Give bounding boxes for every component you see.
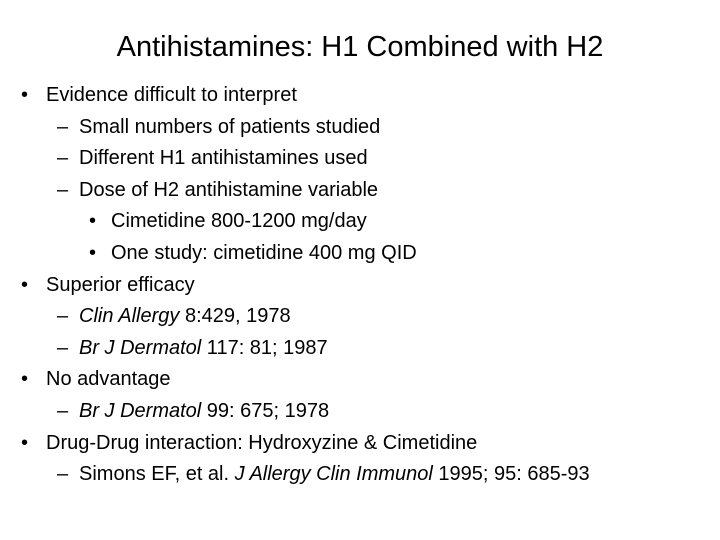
citation-authors: Simons EF, et al. [79, 463, 235, 486]
bullet-marker: • [89, 241, 97, 264]
dash-marker: – [57, 399, 69, 422]
bullet-marker: • [21, 273, 29, 296]
citation-item [0, 396, 720, 428]
bullet-marker: • [21, 431, 29, 454]
dash-marker: – [57, 178, 69, 201]
citation-detail: 99: 675; 1978 [201, 399, 330, 422]
citation-detail: 1995; 95: 685-93 [432, 463, 590, 486]
sub-sub-bullet-text: One study: cimetidine 400 mg QID [111, 241, 417, 264]
dash-marker: – [57, 305, 69, 328]
journal-name: Br J Dermatol [79, 336, 202, 359]
sub-bullet-text: Different H1 antihistamines used [79, 147, 368, 170]
bullet-text: Drug-Drug interaction: Hydroxyzine & Cimetidine [46, 431, 478, 454]
citation-item [0, 333, 720, 365]
sub-bullet-item [0, 175, 720, 207]
sub-bullet-text: Dose of H2 antihistamine variable [79, 178, 379, 201]
bullet-item [0, 270, 720, 302]
citation-item [0, 301, 720, 333]
journal-name: Clin Allergy [79, 305, 180, 328]
journal-name: J Allergy Clin Immunol [234, 463, 433, 486]
journal-name: Br J Dermatol [79, 399, 202, 422]
slide-body [0, 80, 720, 491]
citation-text [79, 459, 590, 491]
dash-marker: – [57, 115, 69, 138]
bullet-item [0, 80, 720, 112]
bullet-text: Superior efficacy [46, 273, 195, 296]
sub-sub-bullet-text: Cimetidine 800-1200 mg/day [111, 210, 367, 233]
bullet-text: No advantage [46, 368, 171, 391]
dash-marker: – [57, 147, 69, 170]
dash-marker: – [57, 463, 69, 486]
citation-item [0, 459, 720, 491]
sub-bullet-item [0, 143, 720, 175]
slide-title: Antihistamines: H1 Combined with H2 [116, 31, 604, 63]
citation-text [79, 396, 329, 428]
citation-detail: 8:429, 1978 [179, 305, 291, 328]
bullet-item [0, 428, 720, 460]
bullet-marker: • [21, 368, 29, 391]
citation-text [79, 333, 328, 365]
citation-text [79, 301, 291, 333]
bullet-item [0, 364, 720, 396]
sub-sub-bullet-item [0, 238, 720, 270]
sub-bullet-text: Small numbers of patients studied [79, 115, 381, 138]
bullet-marker: • [21, 84, 29, 106]
dash-marker: – [57, 336, 69, 359]
sub-sub-bullet-item [0, 206, 720, 238]
bullet-marker: • [89, 210, 97, 233]
citation-detail: 117: 81; 1987 [201, 336, 328, 359]
bullet-text: Evidence difficult to interpret [46, 84, 297, 106]
sub-bullet-item [0, 112, 720, 144]
